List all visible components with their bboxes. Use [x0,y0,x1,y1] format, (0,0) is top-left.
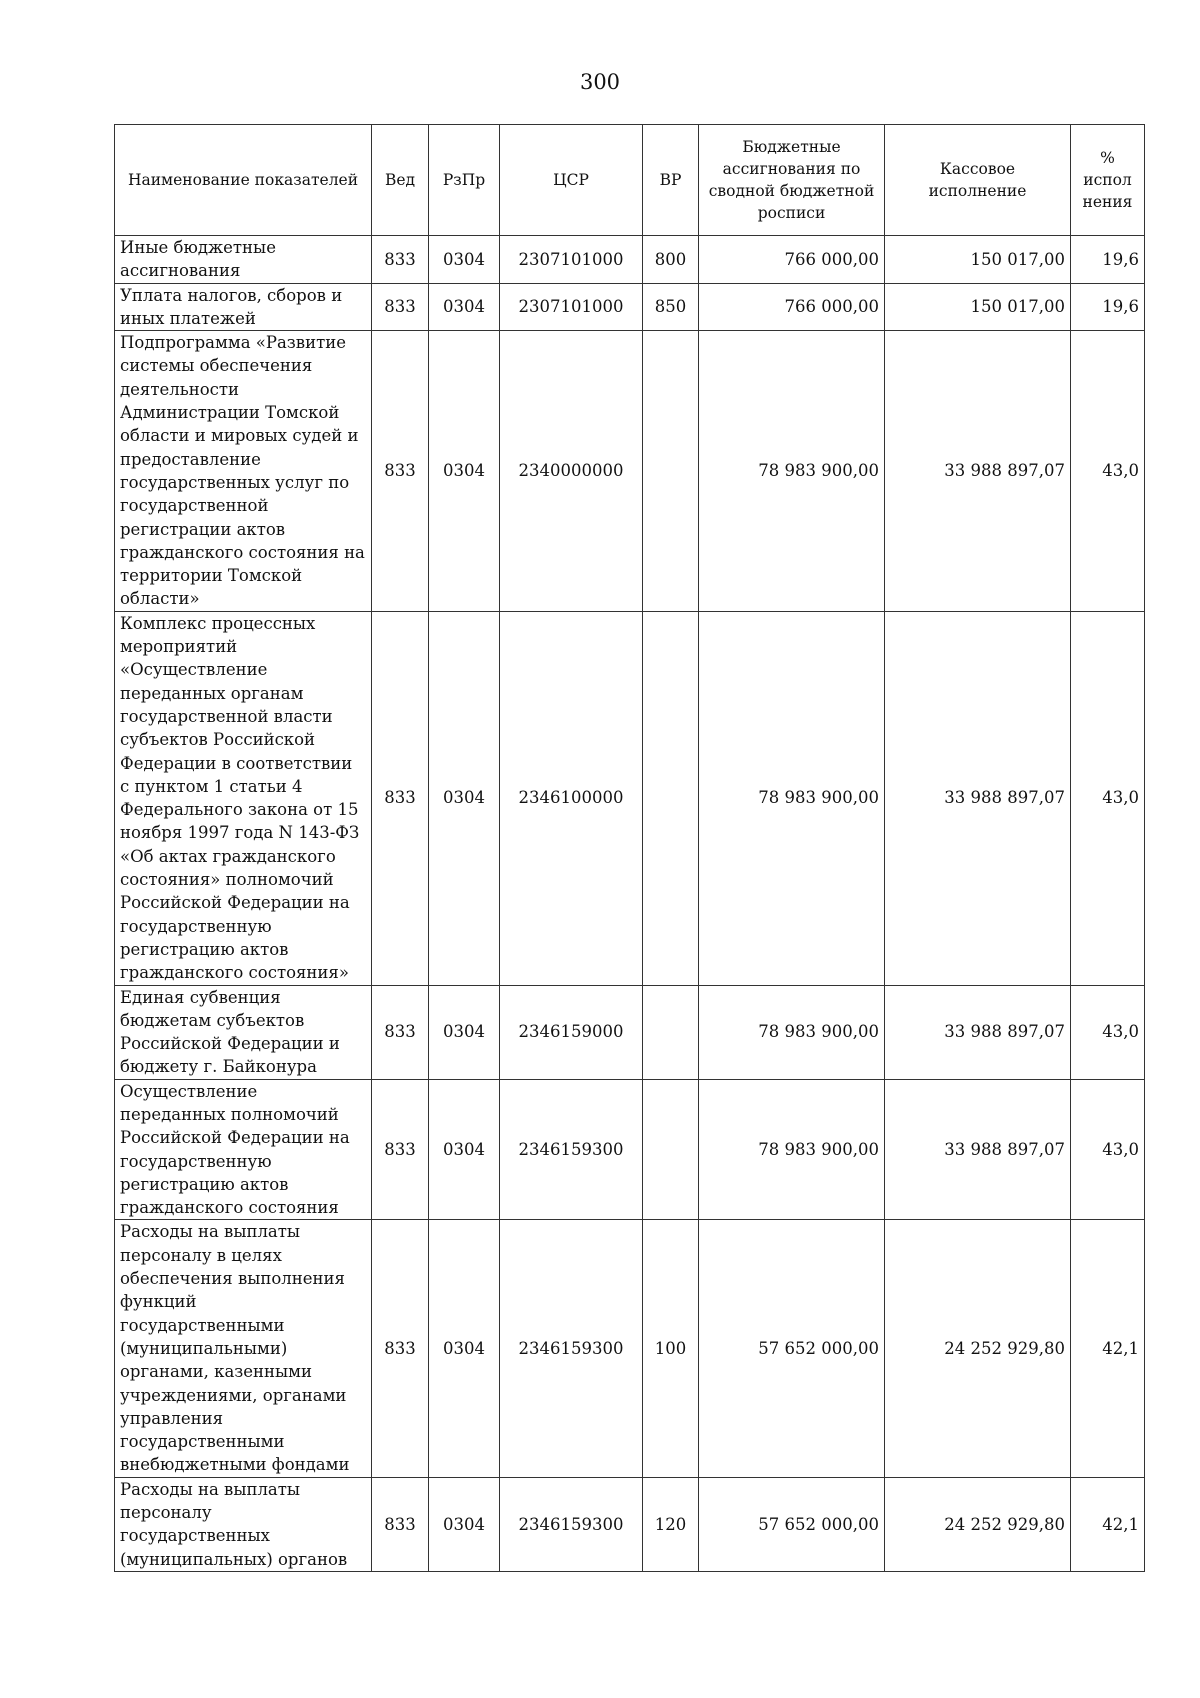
row-csr: 2307101000 [500,236,643,284]
header-vr: ВР [643,125,699,236]
row-rzpr: 0304 [429,1079,500,1220]
table-row [115,1079,1145,1220]
row-budget: 766 000,00 [699,236,885,284]
header-name: Наименование показателей [115,125,372,236]
row-vr: 850 [643,283,699,331]
row-ved: 833 [372,611,429,985]
row-name: Расходы на выплаты персоналу государственных (муниципальных) органов [115,1477,372,1571]
header-row [115,125,1145,236]
row-ved: 833 [372,1220,429,1477]
row-csr: 2346159000 [500,985,643,1079]
row-csr: 2346159300 [500,1477,643,1571]
row-percent: 19,6 [1071,283,1145,331]
row-budget: 57 652 000,00 [699,1220,885,1477]
header-budget: Бюджетные ассигнования по сводной бюджетной росписи [699,125,885,236]
row-csr: 2346159300 [500,1220,643,1477]
row-vr [643,611,699,985]
header-cash: Кассовое исполнение [885,125,1071,236]
row-percent: 43,0 [1071,611,1145,985]
header-ved: Вед [372,125,429,236]
row-rzpr: 0304 [429,1220,500,1477]
row-percent: 43,0 [1071,985,1145,1079]
row-csr: 2307101000 [500,283,643,331]
row-name: Единая субвенция бюджетам субъектов Российской Федерации и бюджету г. Байконура [115,985,372,1079]
row-budget: 78 983 900,00 [699,985,885,1079]
table-row [115,1477,1145,1571]
row-csr: 2346100000 [500,611,643,985]
row-percent: 42,1 [1071,1477,1145,1571]
row-cash: 33 988 897,07 [885,985,1071,1079]
page-number: 300 [579,70,621,94]
row-budget: 766 000,00 [699,283,885,331]
table-row [115,1220,1145,1477]
row-cash: 33 988 897,07 [885,1079,1071,1220]
row-name: Иные бюджетные ассигнования [115,236,372,284]
row-name: Подпрограмма «Развитие системы обеспечения деятельности Администрации Томской области и мировых судей и предоставление государственных услуг по государственной регистрации актов гражданского состояния на территории Томской области» [115,331,372,612]
table-row [115,331,1145,612]
row-name: Осуществление переданных полномочий Российской Федерации на государственную регистрацию актов гражданского состояния [115,1079,372,1220]
row-name: Уплата налогов, сборов и иных платежей [115,283,372,331]
row-rzpr: 0304 [429,611,500,985]
row-rzpr: 0304 [429,331,500,612]
row-csr: 2346159300 [500,1079,643,1220]
row-cash: 150 017,00 [885,283,1071,331]
row-vr: 120 [643,1477,699,1571]
row-vr [643,985,699,1079]
row-budget: 78 983 900,00 [699,1079,885,1220]
row-name: Комплекс процессных мероприятий «Осуществление переданных органам государственной власти субъектов Российской Федерации в соответствии с пунктом 1 статьи 4 Федерального закона от 15 ноября 1997 года N 143-ФЗ «Об актах гражданского состояния» полномочий Российской Федерации на государственную регистрацию актов гражданского состояния» [115,611,372,985]
row-cash: 150 017,00 [885,236,1071,284]
row-budget: 57 652 000,00 [699,1477,885,1571]
row-vr: 800 [643,236,699,284]
row-rzpr: 0304 [429,985,500,1079]
row-cash: 24 252 929,80 [885,1220,1071,1477]
row-csr: 2340000000 [500,331,643,612]
header-rzpr: РзПр [429,125,500,236]
budget-table [114,124,1145,1572]
header-percent: % испол нения [1071,125,1145,236]
row-percent: 19,6 [1071,236,1145,284]
table-row [115,611,1145,985]
row-ved: 833 [372,283,429,331]
table-header [115,125,1145,236]
table-body [115,236,1145,1572]
table-row [115,236,1145,284]
row-ved: 833 [372,985,429,1079]
row-cash: 33 988 897,07 [885,331,1071,612]
row-name: Расходы на выплаты персоналу в целях обеспечения выполнения функций государственными (муниципальными) органами, казенными учреждениями, органами управления государственными внебюджетными фондами [115,1220,372,1477]
row-ved: 833 [372,236,429,284]
row-rzpr: 0304 [429,1477,500,1571]
table-row [115,985,1145,1079]
row-vr [643,1079,699,1220]
row-budget: 78 983 900,00 [699,611,885,985]
row-percent: 42,1 [1071,1220,1145,1477]
row-percent: 43,0 [1071,1079,1145,1220]
row-ved: 833 [372,1079,429,1220]
row-rzpr: 0304 [429,236,500,284]
table-row [115,283,1145,331]
row-ved: 833 [372,331,429,612]
row-vr [643,331,699,612]
header-csr: ЦСР [500,125,643,236]
row-ved: 833 [372,1477,429,1571]
row-vr: 100 [643,1220,699,1477]
row-cash: 24 252 929,80 [885,1477,1071,1571]
row-budget: 78 983 900,00 [699,331,885,612]
row-percent: 43,0 [1071,331,1145,612]
row-rzpr: 0304 [429,283,500,331]
row-cash: 33 988 897,07 [885,611,1071,985]
